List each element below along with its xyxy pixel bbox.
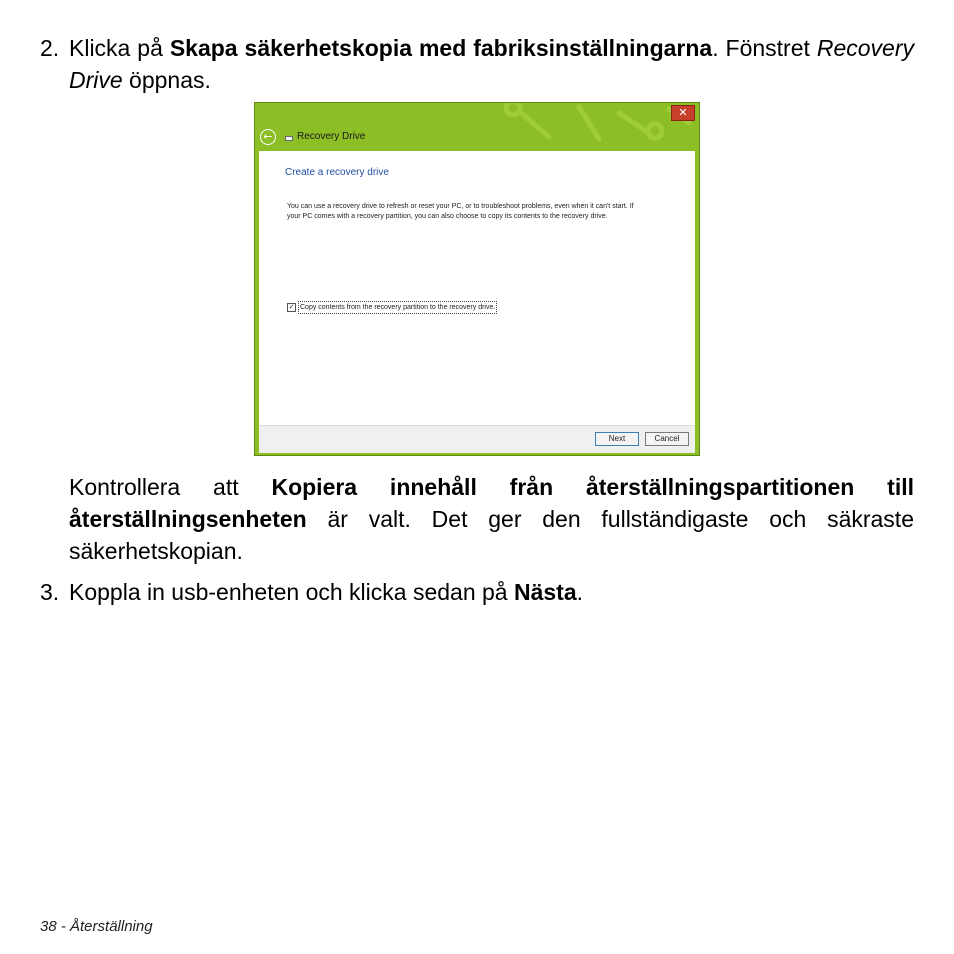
recovery-drive-screenshot bbox=[254, 102, 700, 456]
step-text-part: öppnas. bbox=[122, 67, 211, 93]
step-number: 2. bbox=[40, 35, 60, 61]
close-button[interactable]: ✕ bbox=[671, 105, 695, 121]
window-title: Recovery Drive bbox=[297, 131, 366, 142]
page-footer: 38 - Återställning bbox=[40, 918, 153, 935]
step-text bbox=[69, 576, 914, 608]
step-text-part: Klicka på bbox=[69, 35, 170, 61]
step-2 bbox=[40, 32, 914, 96]
cancel-button[interactable]: Cancel bbox=[645, 432, 689, 446]
step-bold-text: Nästa bbox=[513, 579, 577, 605]
step-text bbox=[69, 32, 914, 96]
decorative-tools-icon bbox=[479, 103, 699, 143]
dialog-description: You can use a recovery drive to refresh or reset your PC, or to troubleshoot problems, even when it can't start. If your PC comes with a recovery partition, you can also choose to copy its contents to the recovery drive. bbox=[287, 203, 634, 220]
para-bold-text: Kopiera innehåll från återställningspartitionen till återställningsenheten bbox=[69, 474, 914, 532]
step-3 bbox=[40, 576, 914, 608]
para-text-part: är valt. Det ger den fullständigaste och säkraste säkerhetskopian. bbox=[69, 506, 914, 564]
step-text-part: . Fönstret bbox=[712, 35, 817, 61]
step-italic-text: Recovery Drive bbox=[69, 35, 914, 93]
next-button[interactable]: Next bbox=[595, 432, 639, 446]
back-arrow-icon[interactable]: ← bbox=[260, 129, 276, 145]
para-text-part: Kontrollera att bbox=[69, 474, 272, 500]
step-text-part: . bbox=[576, 579, 584, 605]
step-number: 3. bbox=[40, 579, 60, 605]
step-text-part: Koppla in usb-enheten och klicka sedan på bbox=[69, 579, 514, 605]
dialog-heading: Create a recovery drive bbox=[285, 167, 389, 178]
checkbox-label[interactable]: Copy contents from the recovery partition to the recovery drive. bbox=[298, 301, 497, 314]
dialog-content bbox=[259, 151, 695, 425]
dialog-button-bar bbox=[259, 425, 695, 453]
checked-checkbox[interactable]: ✓ bbox=[288, 303, 295, 311]
step-bold-text: Skapa säkerhetskopia med fabriksinställningarna bbox=[169, 35, 713, 61]
instruction-paragraph bbox=[69, 471, 914, 567]
drive-icon bbox=[285, 136, 293, 141]
